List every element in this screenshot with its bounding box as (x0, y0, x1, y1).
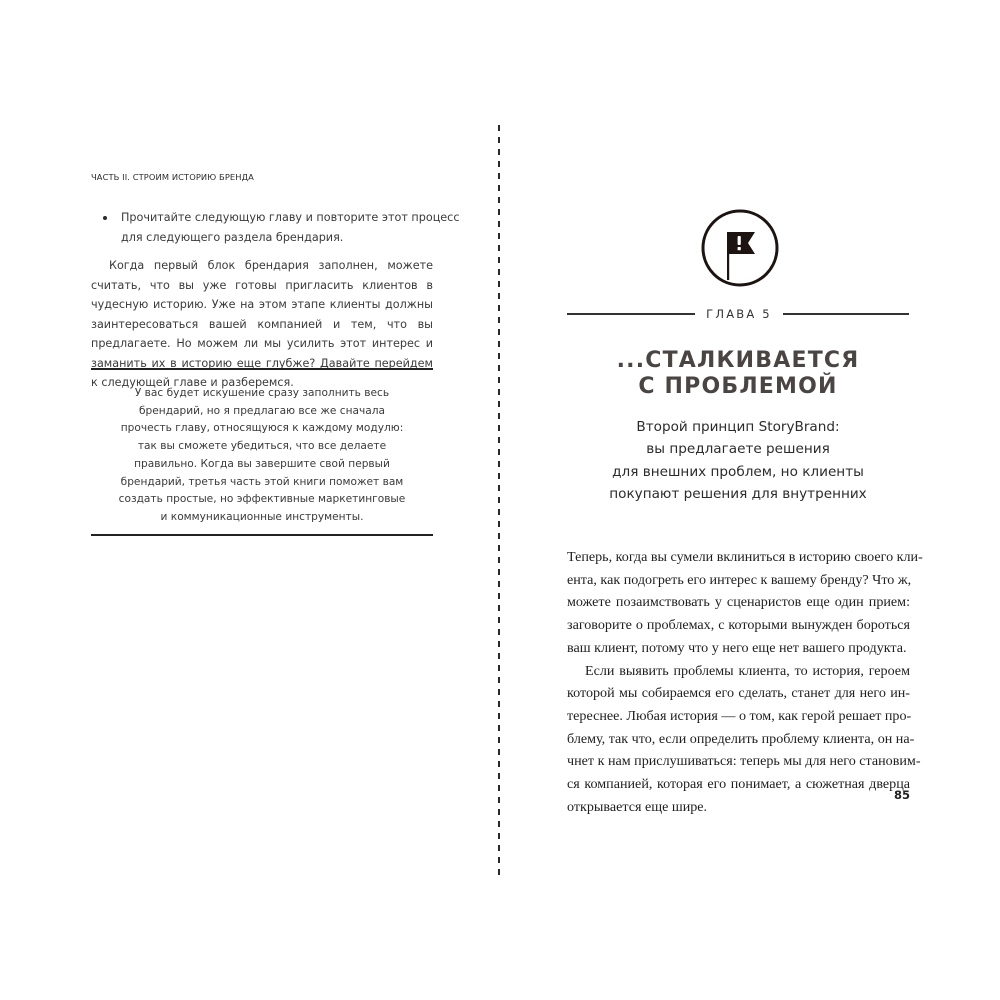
subtitle-line: для внешних проблем, но клиенты (612, 463, 864, 480)
callout-line: так вы сможете убедиться, что все делаете (137, 440, 387, 453)
bullet-list (91, 208, 460, 247)
callout-line: создать простые, но эффективные маркетинговые (118, 493, 406, 506)
callout-line: прочесть главу, относящуюся к каждому модулю: (120, 422, 404, 435)
callout-line: брендарий, третья часть этой книги поможет вам (120, 475, 404, 488)
body-line: тереснее. Любая история — о том, как герой решает про- (567, 707, 912, 724)
bullet-line: для следующего раздела брендария. (121, 230, 344, 244)
bullet-line: Прочитайте следующую главу и повторите этот процесс (121, 211, 460, 224)
bullet-item (91, 208, 460, 247)
chapter-title-line: С ПРОБЛЕМОЙ (638, 374, 838, 399)
left-page (91, 170, 460, 393)
callout-line: правильно. Когда вы завершите свой первый (134, 457, 390, 470)
body-line: которой мы собираемся его сделать, станет для него ин- (567, 685, 910, 702)
callout-line: брендарий, но я предлагаю все же сначала (139, 404, 385, 417)
body-line: чнет к нам прислушиваться: теперь мы для него становим- (567, 753, 921, 770)
body-line: ента, как подогреть его интерес к вашему бренду? Что ж, (567, 571, 912, 588)
chapter-rule-left (567, 313, 695, 315)
running-head: ЧАСТЬ II. СТРОИМ ИСТОРИЮ БРЕНДА (91, 172, 254, 182)
body-line: Теперь, когда вы сумели вклиниться в историю своего кли- (567, 549, 923, 565)
page-number: 85 (893, 788, 910, 802)
flag-exclamation-icon (700, 208, 780, 288)
callout-line: У вас будет искушение сразу заполнить весь (134, 387, 390, 399)
chapter-title-line: ...СТАЛКИВАЕТСЯ (616, 348, 860, 373)
chapter-title (567, 348, 909, 400)
page-gutter-dashed-divider (498, 125, 500, 877)
bullet-dot-icon (103, 216, 107, 220)
subtitle-line: вы предлагаете решения (646, 441, 830, 458)
body-line: открывается еще шире. (567, 798, 708, 815)
body-line: ваш клиент, потому что у него еще нет вашего продукта. (567, 639, 907, 656)
subtitle-line: покупают решения для внутренних (609, 485, 867, 502)
chapter-subtitle (567, 416, 909, 505)
subtitle-line: Второй принцип StoryBrand: (636, 419, 840, 435)
chapter-label: ГЛАВА 5 (706, 307, 772, 321)
chapter-body-text (567, 546, 923, 818)
body-line: Если выявить проблемы клиента, то история, героем (585, 662, 910, 679)
body-line: заговорите о проблемах, с которыми вынужден бороться (567, 617, 910, 634)
body-line: можете позаимствовать у сценаристов еще один прием: (567, 594, 910, 611)
left-paragraph: Когда первый блок брендария заполнен, можете считать, что вы уже готовы пригласить клиентов в чудесную историю. Уже на этом этапе клиенты должны заинтересоваться вашей компанией и тем, что вы предлагаете. Но можем ли мы усилить этот интерес и заманить их в историю еще глубже? Давайте перейдем к следующей главе и разберемся. (91, 259, 433, 389)
sidebar-callout-box (91, 368, 433, 536)
chapter-rule-right (783, 313, 909, 315)
body-line: блему, так что, если определить проблему клиента, он на- (567, 730, 915, 747)
body-line: ся компанией, которая его понимает, а сюжетная дверца (567, 776, 910, 793)
callout-line: и коммуникационные инструменты. (160, 510, 364, 523)
